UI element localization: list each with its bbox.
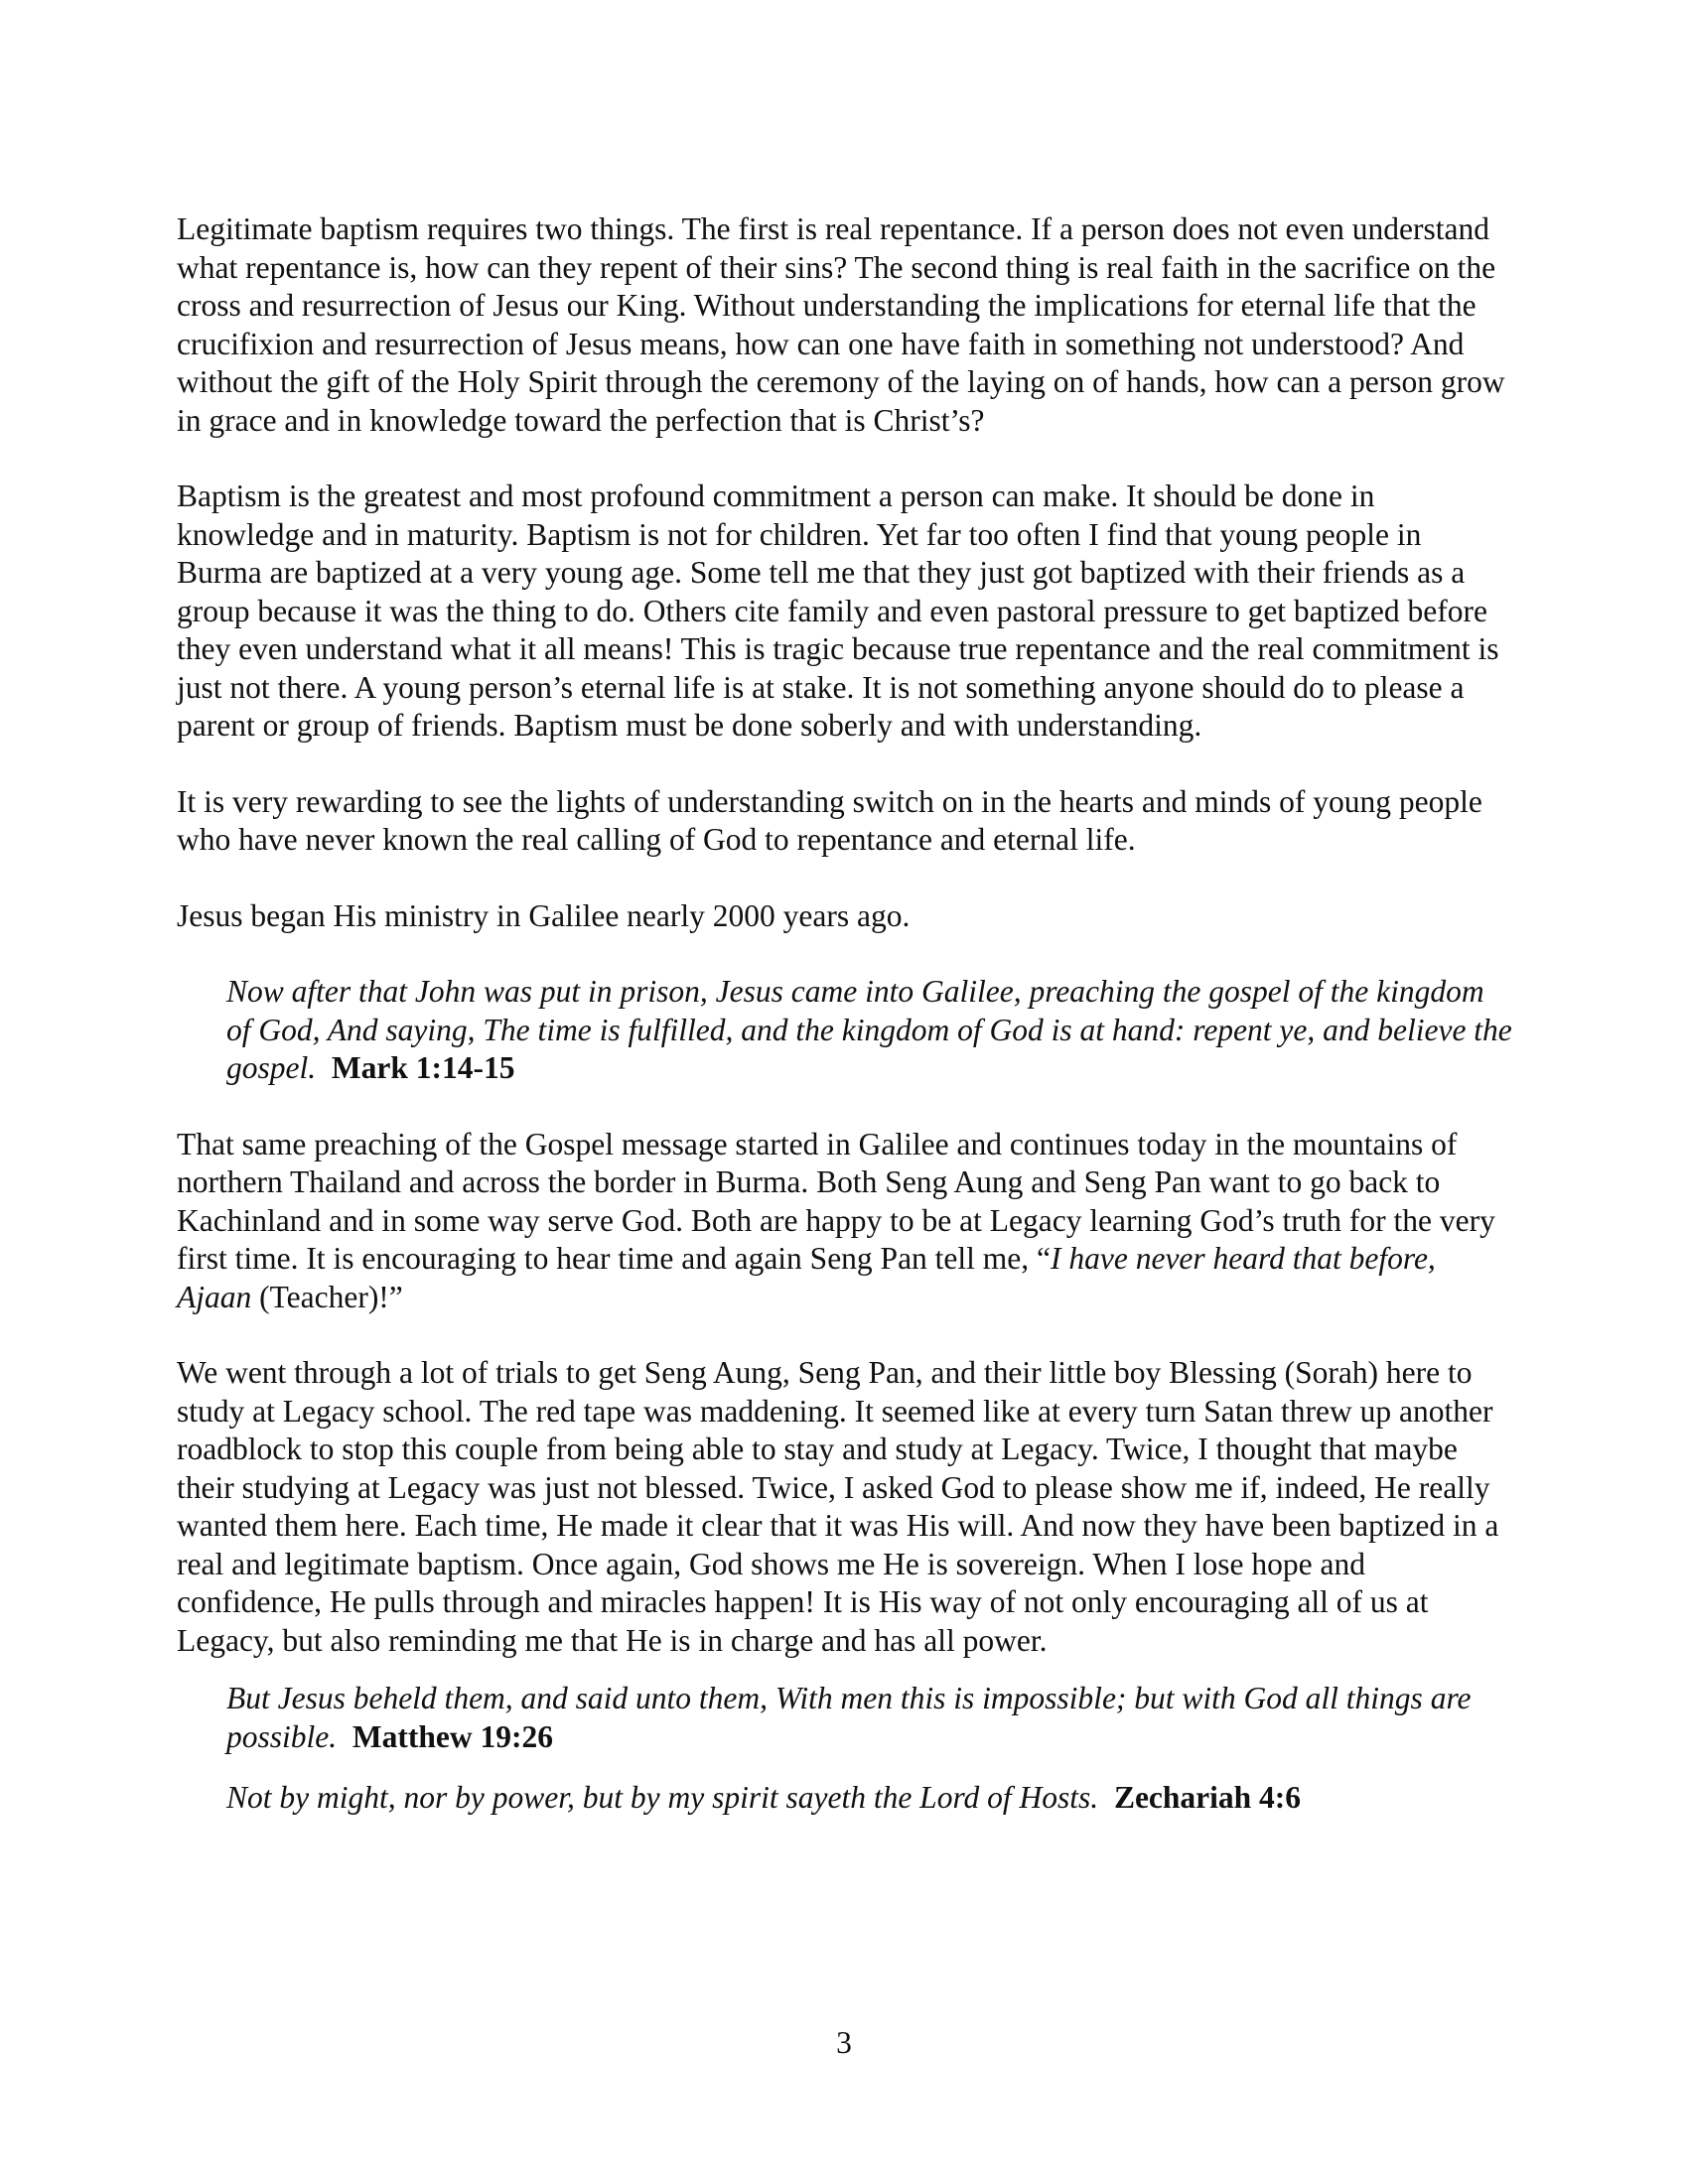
paragraph-baptism-commitment: Baptism is the greatest and most profound commitment a person can make. It should be done in knowledge and in maturity. Baptism is not for children. Yet far too often I find that young people in Burma are baptized at a very young age. Some tell me that they just got baptized with their friends as a group because it was the thing to do. Others cite family and even pastoral pressure to get baptized before they even understand what it all means! This is tragic because true repentance and the real commitment is just not there. A young person’s eternal life is at stake. It is not something anyone should do to please a parent or group of friends. Baptism must be done soberly and with understanding. — [177, 478, 1499, 743]
quote-zechariah — [226, 1779, 1512, 1818]
quote-matthew-text: But Jesus beheld them, and said unto them, With men this is impossible; but with God all things are possible. — [226, 1681, 1472, 1754]
paragraph-rewarding: It is very rewarding to see the lights of understanding switch on in the hearts and minds of young people who have never known the real calling of God to repentance and eternal life. — [177, 783, 1482, 857]
quote-matthew — [226, 1680, 1512, 1756]
quote-mark-text: Now after that John was put in prison, Jesus came into Galilee, preaching the gospel of the kingdom of God, And saying, The time is fulfilled, and the kingdom of God is at hand: repent ye, and believe the gospel. — [226, 974, 1512, 1085]
quote-zechariah-text: Not by might, nor by power, but by my spirit sayeth the Lord of Hosts. — [226, 1780, 1099, 1815]
quote-mark — [226, 973, 1512, 1088]
paragraph-gospel-preaching-text: That same preaching of the Gospel message started in Galilee and continues today in the mountains of northern Thailand and across the border in Burma. Both Seng Aung and Seng Pan want to go back to Kachinland and in some way serve God. Both are happy to be at Legacy learning God’s truth for the very first time. It is encouraging to hear time and again Seng Pan tell me, “ — [177, 1126, 1495, 1276]
quote-matthew-reference: Matthew 19:26 — [352, 1718, 553, 1754]
paragraph-gospel-preaching-italic: I have never heard that before, Ajaan — [177, 1241, 1436, 1314]
paragraph-gospel-preaching-tail: (Teacher)!” — [251, 1279, 403, 1314]
paragraph-jesus-ministry: Jesus began His ministry in Galilee nearly 2000 years ago. — [177, 897, 911, 933]
quote-mark-reference: Mark 1:14-15 — [331, 1050, 515, 1085]
paragraph-gospel-preaching — [177, 1126, 1512, 1317]
paragraph-trials: We went through a lot of trials to get Seng Aung, Seng Pan, and their little boy Blessing (Sorah) here to study at Legacy school. The red tape was maddening. It seemed like at every turn Satan threw up another roadblock to stop this couple from being able to stay and study at Legacy. Twice, I thought that maybe their studying at Legacy was just not blessed. Twice, I asked God to please show me if, indeed, He really wanted them here. Each time, He made it clear that it was His will. And now they have been baptized in a real and legitimate baptism. Once again, God shows me He is sovereign. When I lose hope and confidence, He pulls through and miracles happen! It is His way of not only encouraging all of us at Legacy, but also reminding me that He is in charge and has all power. — [177, 1355, 1499, 1658]
page-number: 3 — [836, 2025, 852, 2060]
page-body — [177, 210, 1512, 1841]
quote-zechariah-reference: Zechariah 4:6 — [1113, 1780, 1302, 1815]
paragraph-baptism-requirements: Legitimate baptism requires two things. The first is real repentance. If a person does not even understand what repentance is, how can they repent of their sins? The second thing is real faith in the sacrifice on the cross and resurrection of Jesus our King. Without understanding the implications for eternal life that the crucifixion and resurrection of Jesus means, how can one have faith in something not understood? And without the gift of the Holy Spirit through the ceremony of the laying on of hands, how can a person grow in grace and in knowledge toward the perfection that is Christ’s? — [177, 211, 1505, 438]
